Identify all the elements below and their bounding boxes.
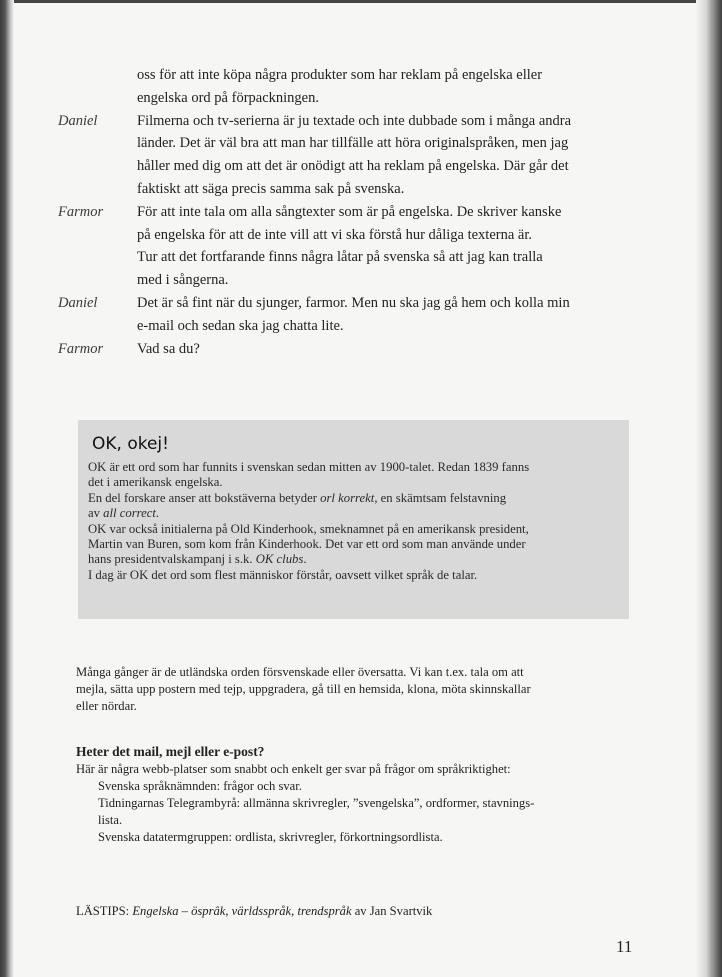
resource-item: Svenska språknämnden: frågor och svar. [98, 779, 302, 793]
info-line [88, 506, 620, 521]
info-text: hans presidentvalskampanj i s.k. [88, 552, 256, 567]
info-box-title: OK, okej! [92, 434, 169, 454]
info-text: . [155, 506, 160, 521]
page-edge-shadow [696, 0, 722, 977]
info-text: En del forskare anser att bokstäverna betyder [88, 490, 321, 505]
speaker-label: Daniel [58, 294, 98, 311]
resource-item: Svenska datatermgruppen: ordlista, skrivregler, förkortningsordlista. [98, 830, 443, 844]
speaker-label: Farmor [58, 203, 104, 220]
info-emphasis: OK clubs [255, 552, 304, 567]
info-text: . [303, 552, 307, 567]
info-box [78, 420, 629, 619]
section-heading: Heter det mail, mejl eller e-post? [76, 744, 265, 759]
paragraph-line: Många gånger är de utländska orden försvenskade eller översatta. Vi kan t.ex. tala om att [76, 665, 524, 679]
paragraph-line: mejla, sätta upp postern med tejp, uppgradera, gå till en hemsida, klona, möta skinnskallar [76, 682, 531, 696]
body-paragraph [76, 664, 636, 715]
info-line: det i amerikansk engelska. [88, 475, 223, 490]
speech-line: länder. Det är väl bra att man har tillfälle att höra originalspråken, men jag [137, 135, 569, 152]
info-line: OK är ett ord som har funnits i svenskan sedan mitten av 1900-talet. Redan 1839 fanns [88, 460, 530, 474]
info-emphasis: orl korrekt [320, 490, 375, 505]
speaker-label: Daniel [58, 112, 98, 129]
speech-line: Vad sa du? [137, 340, 200, 357]
info-emphasis: all correct [103, 506, 156, 521]
page-number: 11 [616, 937, 633, 956]
book-gutter-shadow [0, 0, 14, 977]
info-box-body [88, 460, 620, 583]
speech-text [137, 201, 638, 292]
speech-line: på engelska för att de inte vill att vi ska förstå hur dåliga texterna är. [137, 226, 532, 243]
resource-item: Tidningarnas Telegrambyrå: allmänna skrivregler, ”svengelska”, ordformer, stavnings- [98, 796, 535, 810]
resource-item: lista. [98, 813, 123, 827]
dialogue-turn [58, 110, 638, 201]
speech-line: oss för att inte köpa några produkter som har reklam på engelska eller [137, 67, 543, 83]
reading-tip [76, 904, 432, 919]
info-line: OK var också initialerna på Old Kinderhook, smeknamnet på en amerikansk president, [88, 521, 529, 536]
reading-tip-author: av Jan Svartvik [351, 904, 433, 918]
dialogue [58, 64, 638, 360]
reading-tip-label: LÄSTIPS: [76, 904, 133, 918]
dialogue-turn [58, 338, 638, 361]
info-line: I dag är OK det ord som flest människor förstår, oavsett vilket språk de talar. [88, 567, 478, 582]
speech-line: med i sångerna. [137, 272, 229, 289]
speech-line: faktiskt att säga precis samma sak på svenska. [137, 180, 405, 197]
dialogue-turn [58, 201, 638, 292]
speech-text [137, 64, 638, 110]
section-intro: Här är några webb-platser som snabbt och enkelt ger svar på frågor om språkriktighet: [76, 762, 511, 776]
paragraph-line: eller nördar. [76, 699, 137, 713]
speech-line: Tur att det fortfarande finns några låtar på svenska så att jag kan tralla [137, 249, 543, 266]
resource-list [98, 778, 628, 846]
speech-line: e-mail och sedan ska jag chatta lite. [137, 317, 344, 334]
speech-line: engelska ord på förpackningen. [137, 89, 319, 106]
speech-text [137, 110, 638, 201]
info-line [88, 491, 620, 506]
info-line [88, 552, 620, 567]
speech-line: håller med dig om att det är onödigt att ha reklam på engelska. Där går det [137, 158, 569, 175]
dialogue-turn [58, 292, 638, 338]
speech-line: Filmerna och tv-serierna är ju textade och inte dubbade som i många andra [137, 112, 572, 129]
info-text: av [88, 506, 104, 521]
speaker-label [58, 64, 137, 110]
speech-text [137, 292, 638, 338]
speech-line: Det är så fint när du sjunger, farmor. Men nu ska jag gå hem och kolla min [137, 294, 570, 311]
speaker-label: Farmor [58, 340, 104, 357]
speech-text [137, 338, 638, 361]
dialogue-turn [58, 64, 638, 110]
speech-line: För att inte tala om alla sångtexter som är på engelska. De skriver kanske [137, 203, 562, 220]
reading-tip-title: Engelska – ösprâk, världsspråk, trendspråk [132, 904, 352, 918]
info-text: , en skämtsam felstavning [374, 490, 507, 505]
top-edge [14, 0, 696, 3]
info-line: Martin van Buren, som kom från Kinderhook. Det var ett ord som man använde under [88, 537, 526, 552]
